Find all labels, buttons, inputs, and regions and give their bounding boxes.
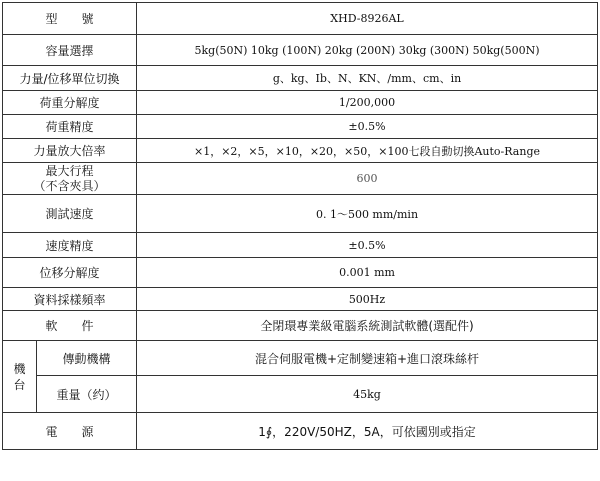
spec-label: 速度精度: [3, 233, 137, 258]
spec-label: 力量/位移單位切換: [3, 66, 137, 91]
spec-label: [3, 163, 137, 195]
table-row: [3, 195, 598, 233]
table-row: [3, 139, 598, 163]
spec-label: 傳動機構: [37, 341, 137, 376]
group-label-line2: 台: [13, 377, 26, 392]
spec-value: 混合伺服電機+定制變速箱+進口滾珠絲杆: [137, 341, 598, 376]
table-row: [3, 163, 598, 195]
table-row: [3, 3, 598, 35]
table-row: [3, 341, 598, 376]
group-label-line1: 機: [13, 361, 26, 376]
spec-label: 重量（约）: [37, 376, 137, 413]
spec-label: 電 源: [3, 413, 137, 450]
spec-value: 45kg: [137, 376, 598, 413]
spec-table: [2, 2, 598, 450]
group-label: [3, 341, 37, 413]
spec-label: 型 號: [3, 3, 137, 35]
spec-value: ±0.5%: [137, 115, 598, 139]
table-row: [3, 115, 598, 139]
spec-value: 5kg(50N) 10kg (100N) 20kg (200N) 30kg (300N) 50kg(500N): [137, 35, 598, 66]
spec-label-line1: 最大行程: [45, 163, 94, 178]
table-row: [3, 35, 598, 66]
table-row: [3, 233, 598, 258]
table-row: [3, 288, 598, 311]
spec-label: 資料採樣頻率: [3, 288, 137, 311]
table-row: [3, 258, 598, 288]
table-row: [3, 376, 598, 413]
spec-value: XHD-8926AL: [137, 3, 598, 35]
spec-label: 測試速度: [3, 195, 137, 233]
spec-value: 0. 1～500 mm/min: [137, 195, 598, 233]
table-row: [3, 66, 598, 91]
spec-value: 0.001 mm: [137, 258, 598, 288]
spec-value: ×1，×2，×5，×10，×20，×50，×100七段自動切換Auto-Range: [137, 139, 598, 163]
spec-value: 1/200,000: [137, 91, 598, 115]
spec-label: 容量選擇: [3, 35, 137, 66]
spec-label: 荷重分解度: [3, 91, 137, 115]
spec-value: 1∮，220V/50HZ，5A，可依國別或指定: [137, 413, 598, 450]
spec-value: 全閉環專業級電腦系統測試軟體(選配件): [137, 311, 598, 341]
spec-value: 500Hz: [137, 288, 598, 311]
spec-value: g、kg、Ib、N、KN、/mm、cm、in: [137, 66, 598, 91]
table-row: [3, 413, 598, 450]
spec-label-line2: （不含夾具）: [33, 178, 106, 193]
spec-label: 荷重精度: [3, 115, 137, 139]
table-row: [3, 311, 598, 341]
spec-label: 軟 件: [3, 311, 137, 341]
spec-value: 600: [137, 163, 598, 195]
spec-value: ±0.5%: [137, 233, 598, 258]
table-row: [3, 91, 598, 115]
spec-label: 位移分解度: [3, 258, 137, 288]
spec-label: 力量放大倍率: [3, 139, 137, 163]
